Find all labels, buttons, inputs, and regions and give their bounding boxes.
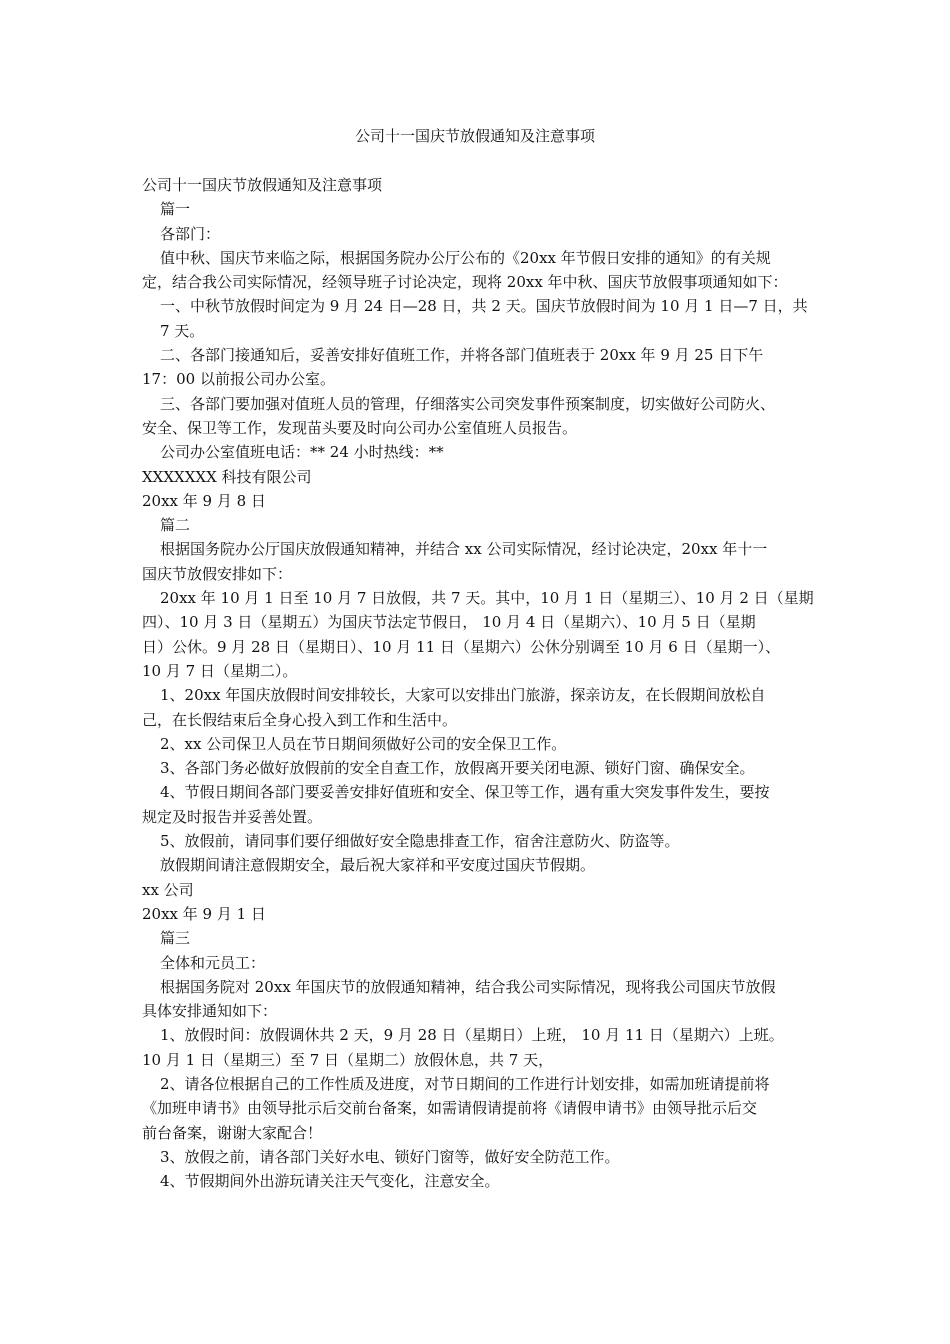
text-line: 篇三: [160, 929, 191, 948]
text-line: 20xx 年 10 月 1 日至 10 月 7 日放假，共 7 天。其中，10 月 1 日（星期三）、10 月 2 日（星期: [160, 589, 814, 608]
text-line: 公司办公室值班电话：** 24 小时热线：**: [160, 443, 444, 462]
text-line: 17：00 以前报公司办公室。: [142, 370, 335, 389]
text-line: 10 月 1 日（星期三）至 7 日（星期二）放假休息，共 7 天，: [142, 1050, 554, 1069]
page-title: 公司十一国庆节放假通知及注意事项: [354, 127, 595, 145]
text-line: 前台备案，谢谢大家配合！: [142, 1123, 323, 1142]
document-body: [142, 173, 822, 1193]
text-line: 具体安排通知如下：: [142, 1002, 278, 1021]
text-line: 3、放假之前，请各部门关好水电、锁好门窗等，做好安全防范工作。: [160, 1147, 620, 1166]
text-line: 四）、10 月 3 日（星期五）为国庆节法定节假日， 10 月 4 日（星期六）、10 月 5 日（星期: [142, 613, 756, 632]
text-line: XXXXXXX 科技有限公司: [142, 467, 312, 486]
text-line: 20xx 年 9 月 8 日: [142, 491, 266, 510]
text-line: 1、20xx 年国庆放假时间安排较长，大家可以安排出门旅游，探亲访友，在长假期间放松自: [160, 686, 766, 705]
text-line: 己，在长假结束后全身心投入到工作和生活中。: [142, 710, 458, 729]
text-line: 三、各部门要加强对值班人员的管理，仔细落实公司突发事件预案制度，切实做好公司防火、: [160, 394, 776, 413]
text-line: 国庆节放假安排如下：: [142, 564, 293, 583]
text-line: 一、中秋节放假时间定为 9 月 24 日—28 日，共 2 天。国庆节放假时间为 10 月 1 日—7 日，共: [160, 297, 808, 316]
text-line: 《加班申请书》由领导批示后交前台备案，如需请假请提前将《请假申请书》由领导批示后交: [142, 1099, 758, 1118]
text-line: 2、请各位根据自己的工作性质及进度，对节日期间的工作进行计划安排，如需加班请提前将: [160, 1074, 770, 1093]
text-line: 5、放假前，请同事们要仔细做好安全隐患排查工作，宿舍注意防火、防盗等。: [160, 832, 680, 851]
text-line: 根据国务院办公厅国庆放假通知精神，并结合 xx 公司实际情况，经讨论决定，20xx 年十一: [160, 540, 768, 559]
text-line: 规定及时报告并妥善处置。: [142, 807, 323, 826]
text-line: 篇一: [160, 200, 191, 219]
text-line: 二、各部门接通知后，妥善安排好值班工作，并将各部门值班表于 20xx 年 9 月 25 日下午: [160, 346, 764, 365]
text-line: 2、xx 公司保卫人员在节日期间须做好公司的安全保卫工作。: [160, 734, 567, 753]
text-line: 全体和元员工：: [160, 953, 266, 972]
text-line: 篇二: [160, 516, 191, 535]
text-line: 各部门：: [160, 224, 221, 243]
text-line: 根据国务院对 20xx 年国庆节的放假通知精神，结合我公司实际情况，现将我公司国庆节放假: [160, 977, 776, 996]
text-line: 20xx 年 9 月 1 日: [142, 904, 266, 923]
text-line: 值中秋、国庆节来临之际，根据国务院办公厅公布的《20xx 年节假日安排的通知》的有关规: [160, 248, 771, 267]
text-line: 日）公休。9 月 28 日（星期日）、10 月 11 日（星期六）公休分别调至 10 月 6 日（星期一）、: [142, 637, 781, 656]
text-line: 10 月 7 日（星期二）。: [142, 661, 298, 680]
text-line: 安全、保卫等工作，发现苗头要及时向公司办公室值班人员报告。: [142, 418, 578, 437]
text-line: 放假期间请注意假期安全，最后祝大家祥和平安度过国庆节假期。: [160, 856, 596, 875]
text-line: xx 公司: [142, 880, 194, 899]
text-line: 4、节假期间外出游玩请关注天气变化，注意安全。: [160, 1172, 500, 1191]
text-line: 7 天。: [160, 321, 205, 340]
text-line: 4、节假日期间各部门要妥善安排好值班和安全、保卫等工作，遇有重大突发事件发生，要按: [160, 783, 770, 802]
text-line: 3、各部门务必做好放假前的安全自查工作，放假离开要关闭电源、锁好门窗、确保安全。: [160, 759, 755, 778]
text-line: 1、放假时间：放假调休共 2 天，9 月 28 日（星期日）上班， 10 月 11 日（星期六）上班。: [160, 1026, 784, 1045]
text-line: 公司十一国庆节放假通知及注意事项: [142, 176, 383, 194]
text-line: 定，结合我公司实际情况，经领导班子讨论决定，现将 20xx 年中秋、国庆节放假事项通知如下：: [142, 273, 788, 292]
